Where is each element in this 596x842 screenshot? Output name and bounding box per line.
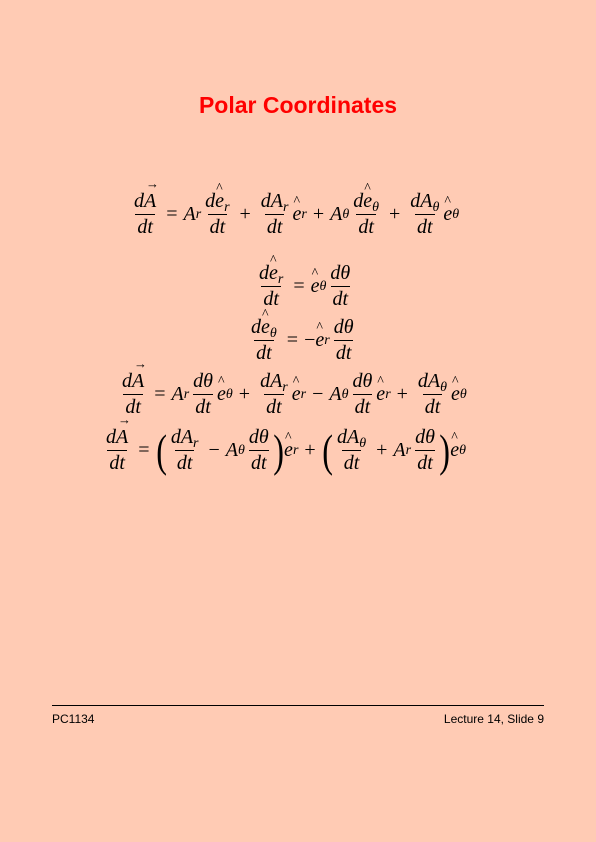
footer-divider [52, 705, 544, 706]
footer-slide-label: Lecture 14, Slide 9 [443, 712, 544, 726]
equation-dA-dt-substituted: $\frac{dA \to}{dt}$ = A r $\frac{d\theta}{dt}$ e ^ θ + $\frac{dA_r}{dt}$ e ^ r − A θ $\frac{d\theta}{dt}$ e ^ r + $\frac{dA_\theta}{dt}$ e ^ θ [118, 370, 467, 419]
footer-course-code: PC1134 [52, 712, 95, 726]
equation-der-dt: $\frac{de \^{}_r}{dt}$ = e ^ θ $\frac{d\theta}{dt}$ [255, 262, 354, 311]
slide-title: Polar Coordinates [198, 92, 398, 118]
equation-dA-dt-expanded: $\frac{dA \to}{dt}$ = A r $\frac{de \^{}_r}{dt}$ + $\frac{dA_r}{dt}$ e ^ r + A θ $\frac{de \^{}_\theta}{dt}$ + $\frac{dA_\theta}{dt}$ e ^ θ [130, 190, 459, 239]
equation-detheta-dt: $\frac{de \^{}_\theta}{dt}$ = − e ^ r $\frac{d\theta}{dt}$ [247, 316, 358, 365]
equation-dA-dt-grouped: $\frac{dA \to}{dt}$ = ( $\frac{dA_r}{dt}$ − A θ $\frac{d\theta}{dt}$ ) e ^ r + ( $\frac{dA_\theta}{dt}$ + A r $\frac{d\theta}{dt}$ ) e ^ θ [102, 426, 466, 475]
